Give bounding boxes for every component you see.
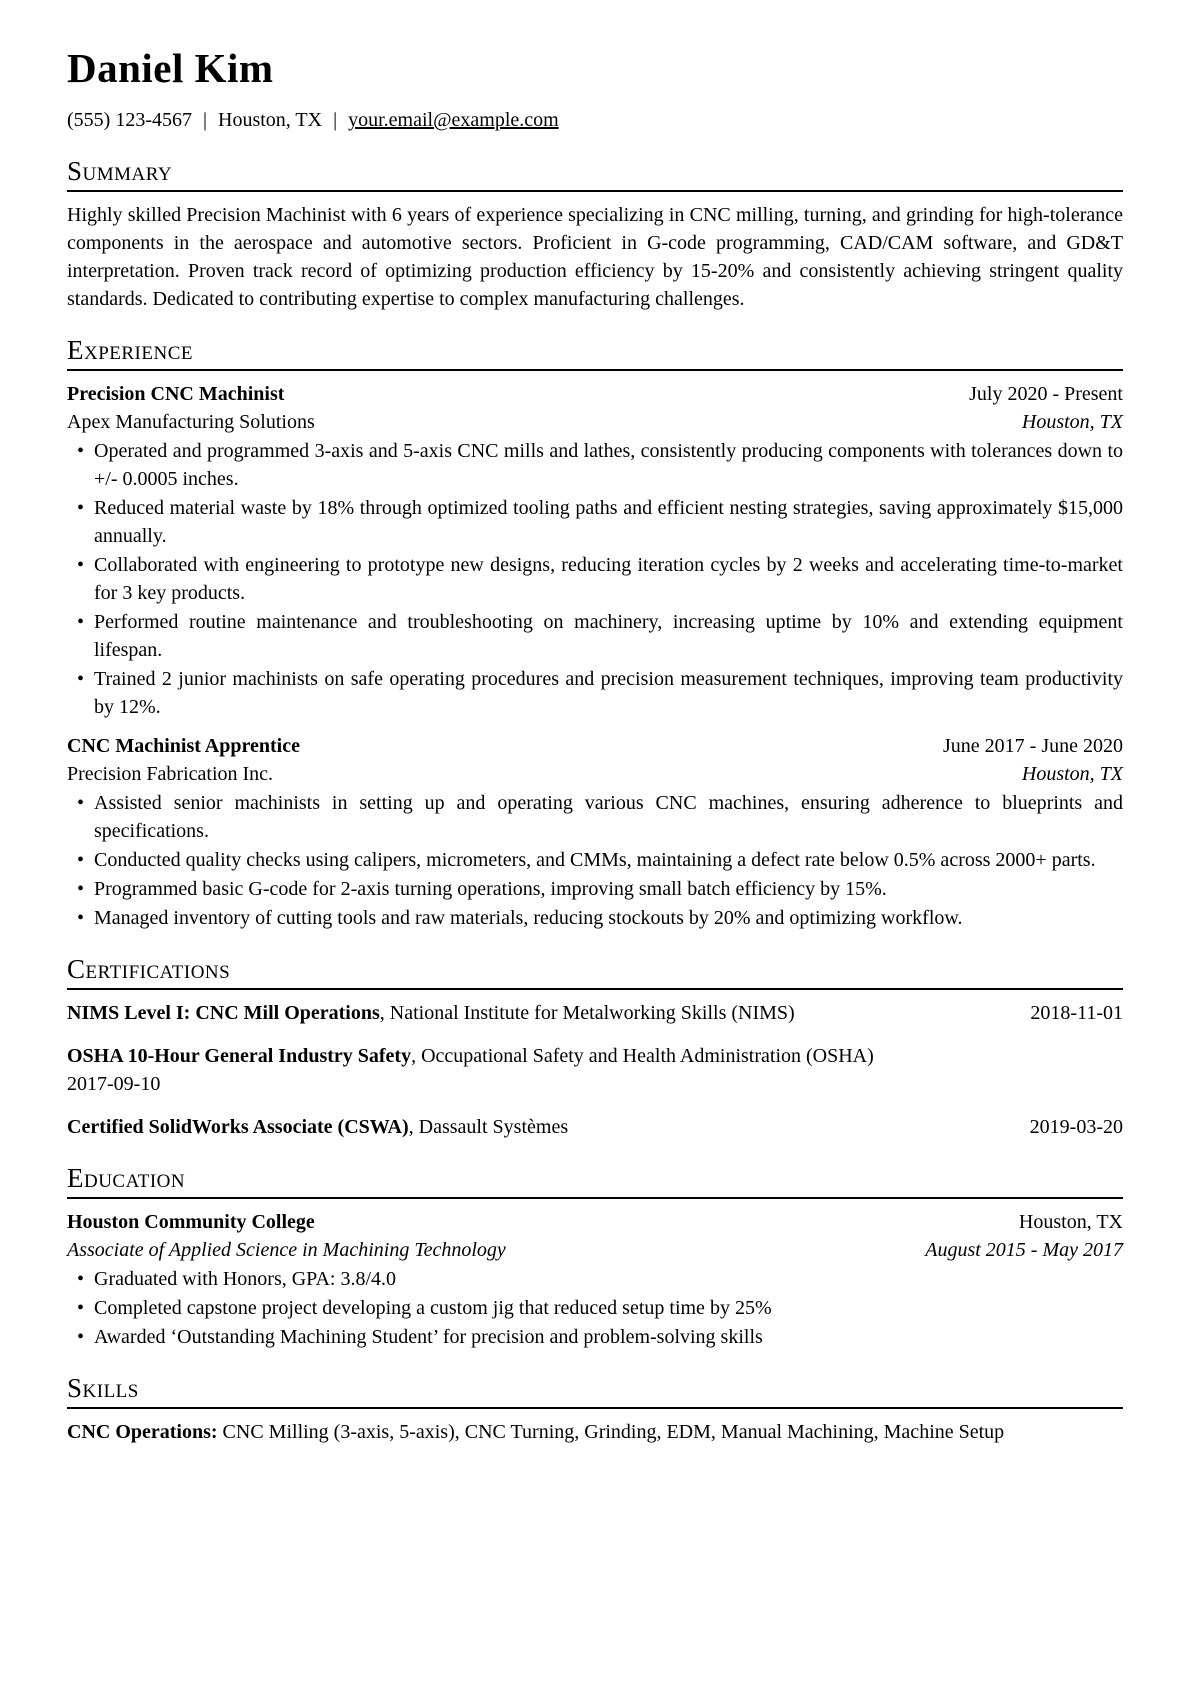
certification-text: [67, 1113, 568, 1141]
skills-section-title: Skills: [67, 1373, 139, 1404]
job-bullet: • Reduced material waste by 18% through optimized tooling paths and efficient nesting strategies, saving approximately $15,000 annually.: [94, 494, 1123, 550]
certification-text: [67, 999, 795, 1027]
section-rule: [67, 369, 1123, 371]
certification-entry: [67, 1113, 1123, 1141]
education-bullet: • Completed capstone project developing a custom jig that reduced setup time by 25%: [94, 1294, 1123, 1322]
certification-text: [67, 1042, 1123, 1070]
section-rule: [67, 1407, 1123, 1409]
section-certifications: [67, 954, 1123, 1141]
certification-name: OSHA 10-Hour General Industry Safety: [67, 1045, 412, 1068]
email-link[interactable]: your.email@example.com: [348, 109, 559, 132]
education-dates: August 2015 - May 2017: [925, 1239, 1123, 1262]
job-bullet: • Managed inventory of cutting tools and raw materials, reducing stockouts by 20% and optimizing workflow.: [94, 904, 1123, 932]
job-bullet: • Programmed basic G-code for 2-axis turning operations, improving small batch efficiency by 15%.: [94, 875, 1123, 903]
job-entry: [67, 380, 1123, 721]
certification-date: 2018-11-01: [1030, 1002, 1123, 1025]
contact-line: [67, 106, 1123, 134]
job-bullet: • Trained 2 junior machinists on safe operating procedures and precision measurement techniques, improving team productivity by 12%.: [94, 665, 1123, 721]
job-bullet: • Performed routine maintenance and troubleshooting on machinery, increasing uptime by 10% and extending equipment lifespan.: [94, 608, 1123, 664]
education-bullet: • Graduated with Honors, GPA: 3.8/4.0: [94, 1265, 1123, 1293]
section-rule: [67, 1197, 1123, 1199]
section-rule: [67, 988, 1123, 990]
job-title-row: [67, 732, 1123, 760]
certifications-section-title: Certifications: [67, 954, 231, 985]
job-bullet: • Conducted quality checks using calipers, micrometers, and CMMs, maintaining a defect rate below 0.5% across 2000+ parts.: [94, 846, 1123, 874]
experience-section-title: Experience: [67, 335, 193, 366]
resume-header: [67, 46, 1123, 134]
job-company: Precision Fabrication Inc.: [67, 763, 274, 786]
section-experience: [67, 335, 1123, 932]
job-bullet-list: [67, 437, 1123, 721]
job-bullet: • Collaborated with engineering to prototype new designs, reducing iteration cycles by 2 weeks and accelerating time-to-market for 3 key products.: [94, 551, 1123, 607]
certification-entry: [67, 1042, 1123, 1098]
job-company-row: [67, 408, 1123, 436]
summary-section-title: Summary: [67, 156, 173, 187]
education-school: Houston Community College: [67, 1211, 315, 1234]
certification-date: 2019-03-20: [1029, 1116, 1123, 1139]
job-title: CNC Machinist Apprentice: [67, 735, 300, 758]
section-rule: [67, 190, 1123, 192]
education-bullet: • Awarded ‘Outstanding Machining Student’ for precision and problem-solving skills: [94, 1323, 1123, 1351]
contact-separator: |: [202, 109, 207, 132]
certification-line: [67, 999, 1123, 1027]
education-bullet-list: [67, 1265, 1123, 1351]
certification-date: 2017-09-10: [67, 1073, 161, 1096]
skills-paragraph: [67, 1418, 1123, 1446]
job-bullet-list: [67, 789, 1123, 932]
job-location: Houston, TX: [1021, 763, 1123, 786]
skills-items: CNC Milling (3-axis, 5-axis), CNC Turning, Grinding, EDM, Manual Machining, Machine Setup: [222, 1421, 1005, 1444]
education-location: Houston, TX: [1018, 1211, 1123, 1234]
education-section-title: Education: [67, 1163, 186, 1194]
job-bullet: • Operated and programmed 3-axis and 5-axis CNC mills and lathes, consistently producing components with tolerances down to +/- 0.0005 inches.: [94, 437, 1123, 493]
job-company: Apex Manufacturing Solutions: [67, 411, 315, 434]
certification-name: Certified SolidWorks Associate (CSWA): [67, 1116, 409, 1139]
job-company-row: [67, 760, 1123, 788]
certification-issuer: , Occupational Safety and Health Administration (OSHA): [411, 1045, 874, 1068]
job-dates: June 2017 - June 2020: [943, 735, 1123, 758]
job-location: Houston, TX: [1021, 411, 1123, 434]
education-entry: [67, 1208, 1123, 1351]
job-dates: July 2020 - Present: [969, 383, 1123, 406]
education-school-row: [67, 1208, 1123, 1236]
education-degree-row: [67, 1236, 1123, 1264]
location-text: Houston, TX: [218, 109, 323, 132]
section-summary: [67, 156, 1123, 313]
job-entry: [67, 732, 1123, 932]
summary-paragraph: Highly skilled Precision Machinist with 6 years of experience specializing in CNC milling, turning, and grinding for high-tolerance components in the aerospace and automotive sectors. Proficient in G-code programming, CAD/CAM software, and GD&T interpretation. Proven track record of optimizing production efficiency by 15-20% and consistently achieving stringent quality standards. Dedicated to contributing expertise to complex manufacturing challenges.: [67, 204, 1123, 311]
certification-name: NIMS Level I: CNC Mill Operations: [67, 1002, 380, 1025]
education-degree: Associate of Applied Science in Machining Technology: [67, 1239, 506, 1262]
job-bullet: • Assisted senior machinists in setting up and operating various CNC machines, ensuring adherence to blueprints and specifications.: [94, 789, 1123, 845]
contact-separator: |: [333, 109, 338, 132]
certification-issuer: , National Institute for Metalworking Skills (NIMS): [379, 1002, 795, 1025]
section-skills: [67, 1373, 1123, 1446]
certification-line: [67, 1113, 1123, 1141]
certification-entry: [67, 999, 1123, 1027]
certification-issuer: , Dassault Systèmes: [408, 1116, 569, 1139]
skills-category-label: CNC Operations:: [67, 1421, 218, 1444]
section-education: [67, 1163, 1123, 1351]
job-title: Precision CNC Machinist: [67, 383, 285, 406]
person-name: Daniel Kim: [67, 45, 274, 91]
job-title-row: [67, 380, 1123, 408]
phone-number: (555) 123-4567: [67, 109, 192, 132]
